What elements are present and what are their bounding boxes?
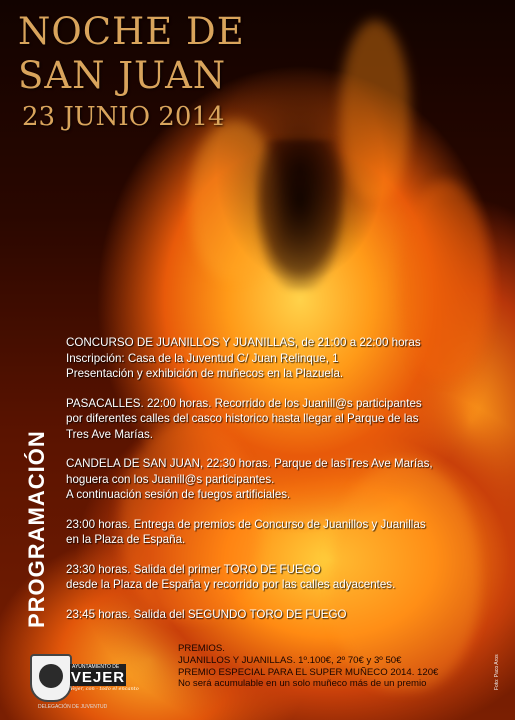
title-line-1: NOCHE DE	[18, 10, 245, 53]
brand-org-small: AYUNTAMIENTO DE	[70, 664, 126, 670]
program-line: 23:30 horas. Salida del primer TORO DE FUEGO	[66, 562, 321, 576]
side-label: PROGRAMACIÓN	[24, 430, 49, 628]
program-line: PASACALLES. 22:00 horas. Recorrido de los Juanill@s participantes	[66, 396, 422, 410]
program-line: Presentación y exhibición de muñecos en la Plazuela.	[66, 367, 344, 380]
program-line: CANDELA DE SAN JUAN, 22:30 horas. Parque de lasTres Ave Marías,	[66, 457, 433, 470]
brand-tagline: Vejer, con - todo el encanto	[70, 686, 139, 692]
program-item	[66, 456, 506, 503]
program-list	[66, 335, 506, 636]
prizes-line: No será acumulable en un solo muñeco más de un premio	[178, 678, 427, 690]
program-line: en la Plaza de España.	[66, 533, 186, 546]
event-date: 23 JUNIO 2014	[22, 102, 225, 132]
program-line: desde la Plaza de España y recorrido por las calles adyacentes.	[66, 578, 396, 591]
program-line: 23:00 horas. Entrega de premios de Concurso de Juanillos y Juanillas	[66, 517, 426, 531]
brand-name: VEJER	[70, 669, 126, 686]
program-line: A continuación sesión de fuegos artificiales.	[66, 488, 291, 501]
prizes-box	[178, 643, 478, 690]
prizes-heading: PREMIOS.	[178, 643, 225, 654]
photo-credit: Foto: Paco Aros	[494, 654, 500, 690]
program-line: 23:45 horas. Salida del SEGUNDO TORO DE FUEGO	[66, 607, 347, 621]
program-line: Tres Ave Marías.	[66, 427, 153, 441]
flame-decoration	[340, 20, 410, 200]
program-line: Inscripción: Casa de la Juventud C/ Juan Relinque, 1	[66, 351, 339, 365]
program-line: por diferentes calles del casco historico hasta llegar al Parque de las	[66, 412, 419, 425]
poster-title	[18, 10, 245, 98]
program-item	[66, 335, 506, 382]
town-coat-of-arms-icon	[30, 654, 72, 702]
prizes-line: JUANILLOS Y JUANILLAS. 1º.100€, 2º 70€ y 3º 50€	[178, 654, 402, 666]
program-line: CONCURSO DE JUANILLOS Y JUANILLAS, de 21:00 a 22:00 horas	[66, 336, 421, 349]
program-item	[66, 517, 506, 548]
title-line-2: SAN JUAN	[18, 54, 227, 97]
coat-of-arms-emblem	[39, 664, 63, 688]
burning-effigy	[255, 140, 345, 290]
program-item	[66, 396, 506, 443]
program-item	[66, 607, 506, 623]
footer-department: DELEGACIÓN DE JUVENTUD	[38, 704, 108, 710]
ayuntamiento-brand	[70, 664, 139, 692]
program-item	[66, 562, 506, 593]
program-line: hoguera con los Juanill@s participantes.	[66, 472, 275, 486]
prizes-line: PREMIO ESPECIAL PARA EL SUPER MUÑECO 2014. 120€	[178, 666, 439, 678]
